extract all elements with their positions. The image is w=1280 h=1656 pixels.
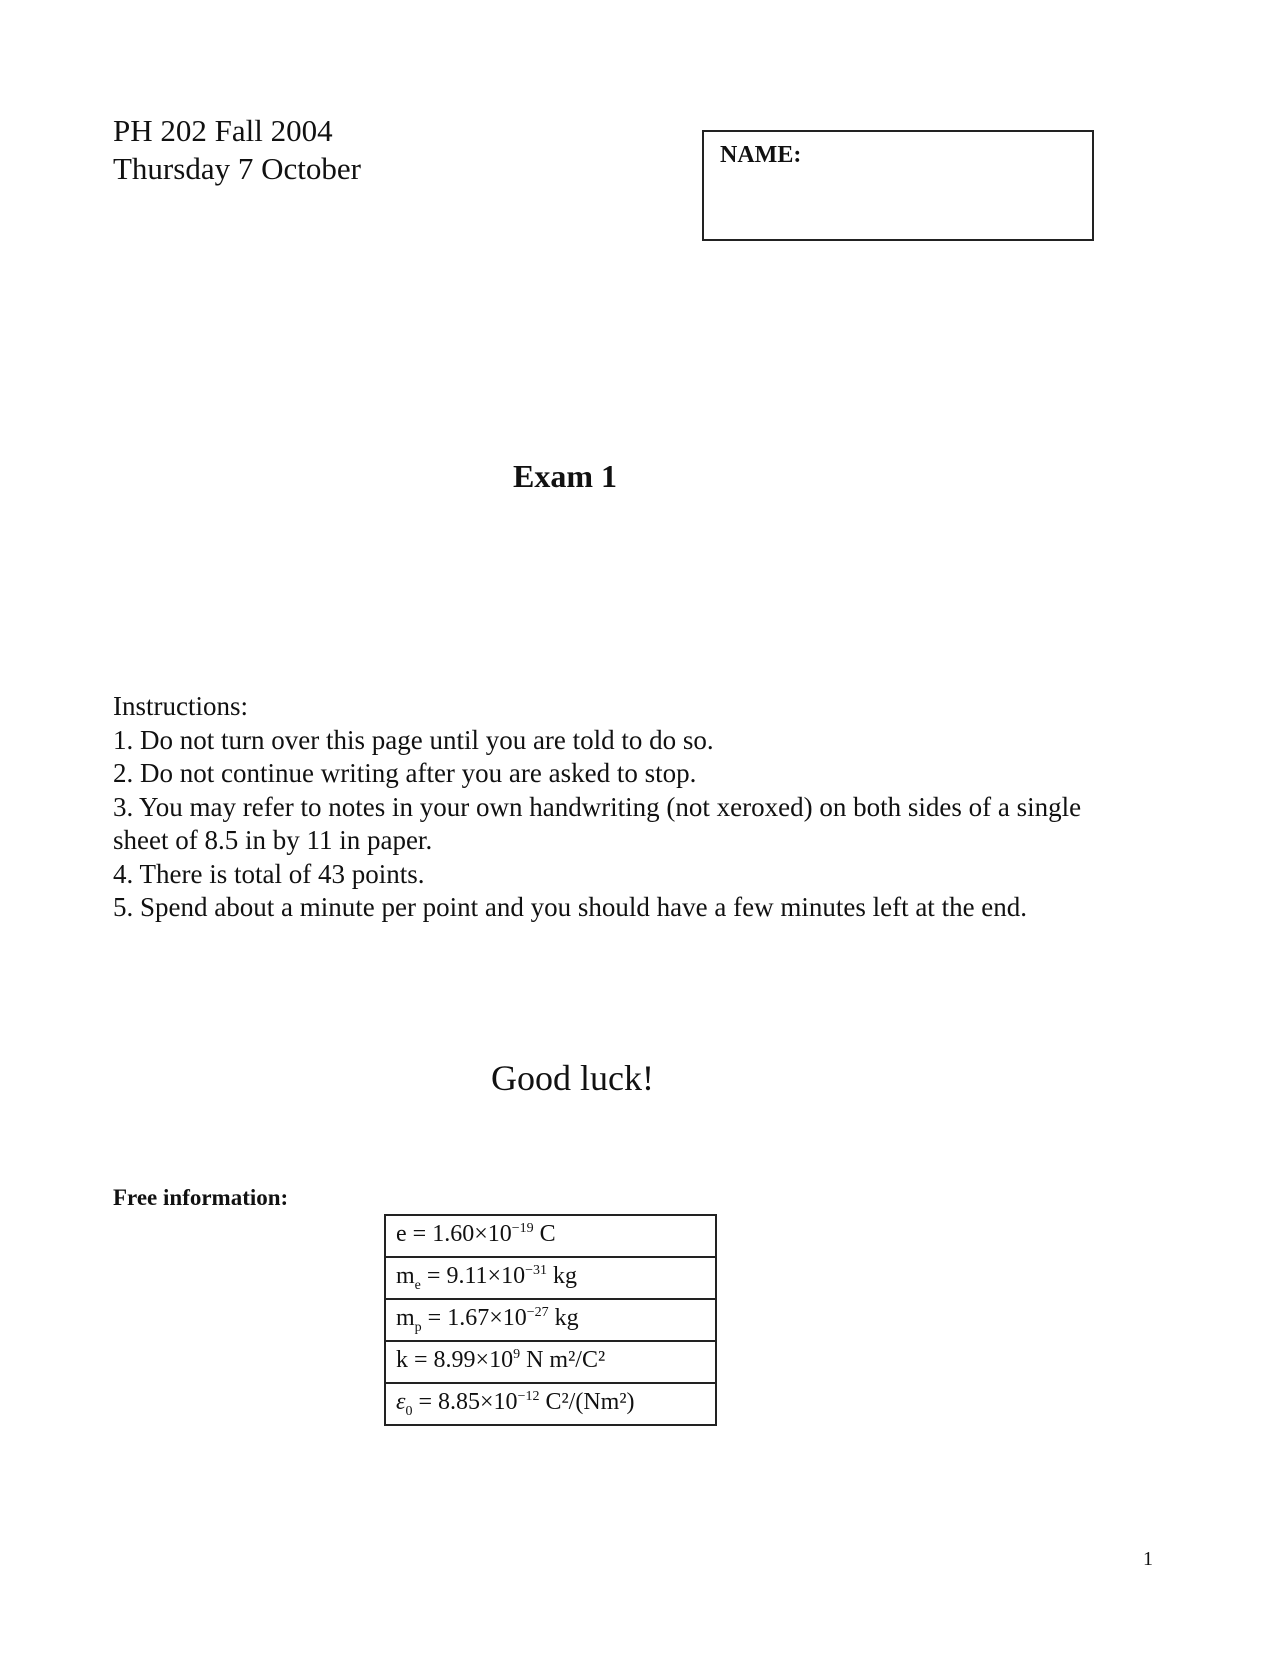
- page-number: 1: [1143, 1548, 1153, 1570]
- constant-cell: $k = 8.99\times 10^9$ N m²/C²: [385, 1341, 716, 1383]
- instruction-item: 1. Do not turn over this page until you are told to do so.: [113, 724, 714, 755]
- constant-unit: kg: [553, 1262, 577, 1289]
- constant-exponent: 9: [513, 1346, 521, 1362]
- good-luck-text: Good luck!: [491, 1058, 654, 1098]
- constant-unit: C: [539, 1220, 556, 1247]
- instructions: [113, 690, 1113, 925]
- constant-cell: $e = 1.60\times 10^{-19}$ C: [385, 1215, 716, 1257]
- constant-symbol: k: [396, 1346, 408, 1373]
- free-information-heading: Free information:: [113, 1185, 289, 1210]
- constant-unit: N m²/C²: [526, 1346, 606, 1373]
- exam-title: Exam 1: [513, 458, 617, 494]
- name-label: NAME:: [720, 142, 802, 168]
- instruction-item: 2. Do not continue writing after you are asked to stop.: [113, 758, 697, 788]
- header-block: [113, 112, 361, 188]
- constant-symbol: ε: [396, 1388, 406, 1415]
- constant-symbol: m: [396, 1304, 415, 1331]
- constant-symbol: e: [396, 1220, 407, 1247]
- constant-unit: kg: [554, 1304, 579, 1331]
- constant-symbol: m: [396, 1262, 415, 1289]
- constant-exponent: −19: [511, 1220, 534, 1236]
- instructions-heading: Instructions:: [113, 691, 248, 721]
- table-row: [385, 1341, 716, 1383]
- constant-exponent: −31: [525, 1262, 547, 1278]
- constant-cell: $\varepsilon_0 = 8.85\times 10^{-12}$ C²/(Nm²): [385, 1383, 716, 1425]
- constant-subscript: 0: [405, 1403, 413, 1419]
- constant-mantissa: 1.60×10: [432, 1220, 512, 1247]
- constant-cell: $m_p = 1.67\times 10^{-27}$ kg: [385, 1299, 716, 1341]
- instruction-item: 3. You may refer to notes in your own handwriting (not xeroxed) on both sides of a single sheet of 8.5 in by 11 in paper.: [113, 791, 1082, 855]
- constant-mantissa: 9.11×10: [446, 1262, 526, 1289]
- table-row: [385, 1215, 716, 1257]
- constant-mantissa: 8.99×10: [433, 1346, 514, 1373]
- constant-cell: $m_e = 9.11\times 10^{-31}$ kg: [385, 1257, 716, 1299]
- constant-subscript: p: [414, 1319, 422, 1335]
- constant-exponent: −12: [517, 1388, 540, 1404]
- table-row: [385, 1383, 716, 1425]
- constant-mantissa: 8.85×10: [438, 1388, 518, 1415]
- table-row: [385, 1299, 716, 1341]
- constant-subscript: e: [414, 1277, 421, 1293]
- constants-table: [384, 1214, 717, 1426]
- constant-mantissa: 1.67×10: [447, 1304, 527, 1331]
- instruction-item: 4. There is total of 43 points.: [113, 858, 425, 889]
- table-row: [385, 1257, 716, 1299]
- constant-exponent: −27: [526, 1304, 549, 1320]
- course-title: PH 202 Fall 2004: [113, 113, 333, 148]
- constant-unit: C²/(Nm²): [545, 1388, 635, 1415]
- exam-date: Thursday 7 October: [113, 151, 361, 186]
- instruction-item: 5. Spend about a minute per point and you should have a few minutes left at the end.: [113, 892, 1028, 922]
- name-field[interactable]: [702, 130, 1094, 241]
